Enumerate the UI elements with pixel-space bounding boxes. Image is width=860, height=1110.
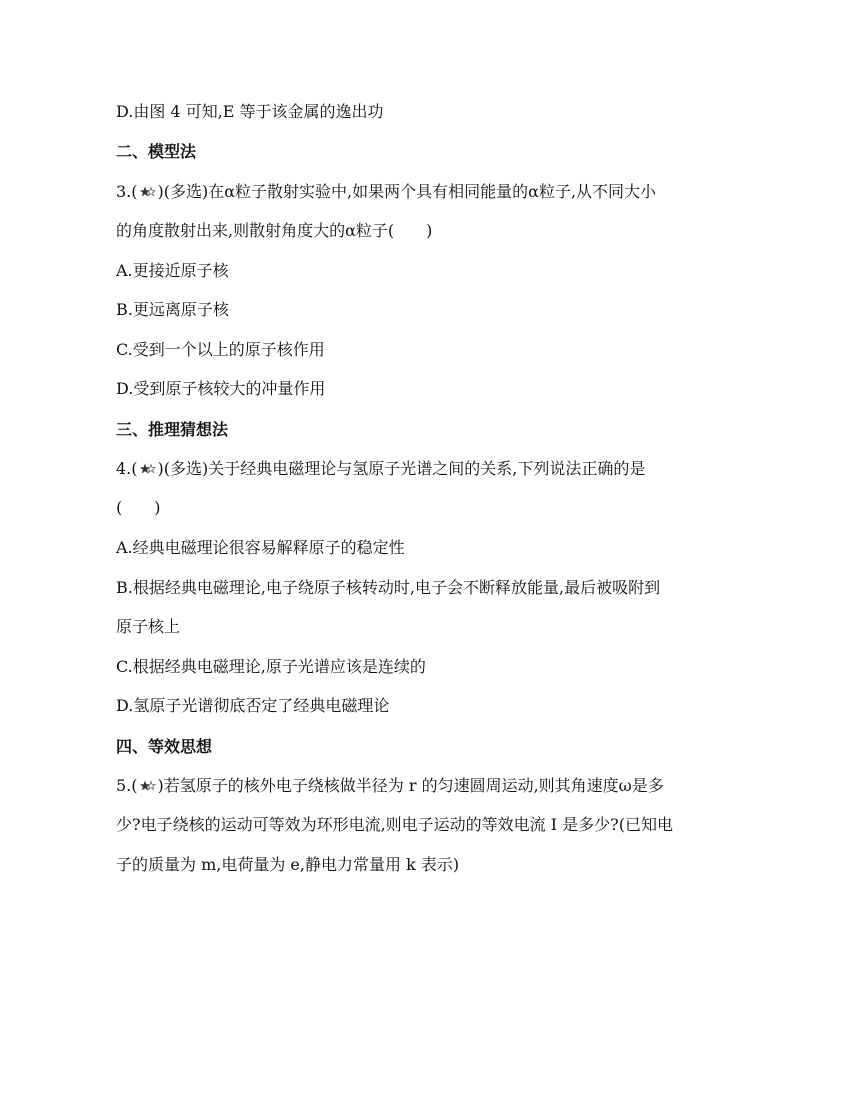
question-4-option-b-line1: B.根据经典电磁理论,电子绕原子核转动时,电子会不断释放能量,最后被吸附到 [116,578,661,597]
question-3-option-c: C.受到一个以上的原子核作用 [116,340,325,359]
question-4-option-d: D.氢原子光谱彻底否定了经典电磁理论 [116,696,390,715]
question-5-number: 5.( [116,776,138,795]
double-star-icon [139,463,157,475]
question-4-stem-line1: 4.( )(多选)关于经典电磁理论与氢原子光谱之间的关系,下列说法正确的是 [116,459,646,478]
section-heading-equivalence: 四、等效思想 [116,737,213,756]
question-3-stem-line1: 3.( )(多选)在α粒子散射实验中,如果两个具有相同能量的α粒子,从不同大小 [116,182,657,201]
question-4-stem-line2: ( ) [116,498,161,517]
section-heading-inference: 三、推理猜想法 [116,420,229,439]
q2-option-d: D.由图 4 可知,E 等于该金属的逸出功 [116,102,384,121]
question-3-option-b: B.更远离原子核 [116,300,229,319]
question-4-option-a: A.经典电磁理论很容易解释原子的稳定性 [116,538,405,557]
question-3-stem-line2: 的角度散射出来,则散射角度大的α粒子( ) [116,221,433,240]
question-5-line3: 子的质量为 m,电荷量为 e,静电力常量用 k 表示) [116,855,460,874]
question-5-line1: 5.( )若氢原子的核外电子绕核做半径为 r 的匀速圆周运动,则其角速度ω是多 [116,776,664,795]
question-3-option-a: A.更接近原子核 [116,261,229,280]
section-heading-model: 二、模型法 [116,142,197,161]
question-5-line2: 少?电子绕核的运动可等效为环形电流,则电子运动的等效电流 I 是多少?(已知电 [116,815,673,834]
question-3-option-d: D.受到原子核较大的冲量作用 [116,379,326,398]
double-star-icon [139,780,157,792]
question-4-number: 4.( [116,459,138,478]
question-4-option-b-line2: 原子核上 [116,617,181,636]
double-star-icon [139,186,157,198]
question-4-option-c: C.根据经典电磁理论,原子光谱应该是连续的 [116,657,426,676]
question-3-number: 3.( [116,182,138,201]
